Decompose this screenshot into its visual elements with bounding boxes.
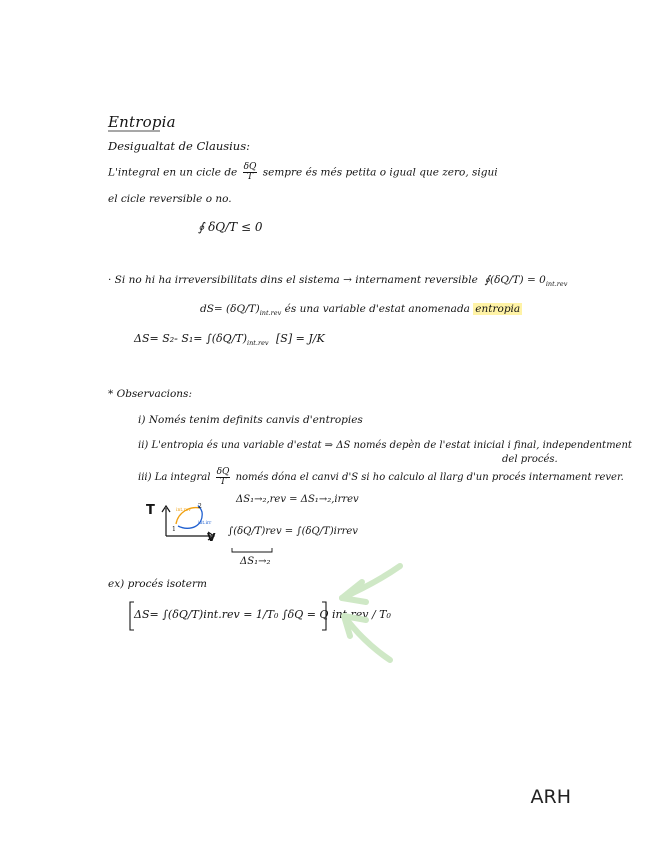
fraction-denominator: T — [247, 172, 254, 182]
diagram-eq-mid: ∫(δQ/T)rev = ∫(δQ/T)irrev — [228, 526, 358, 537]
irrev-cyclic-eq-sub: int.rev — [545, 280, 568, 289]
axis-v-label: V — [207, 531, 216, 544]
irrev-result: internament reversible — [355, 274, 478, 286]
diagram-eq-top: ΔS₁→₂,rev = ΔS₁→₂,irrev — [236, 494, 359, 505]
ds-def-sub: int.rev — [259, 309, 282, 318]
rev-curve-label: int.rev — [176, 508, 191, 513]
author-signature: ARH — [530, 786, 571, 808]
entropy-units: [S] = J/K — [276, 332, 325, 345]
fraction-numerator: δQ — [216, 467, 230, 477]
entropia-highlight: entropia — [475, 303, 521, 315]
clausius-heading: Desigualtat de Clausius: — [108, 139, 250, 153]
observation-1-text: Només tenim definits canvis d'entropies — [148, 414, 363, 426]
observation-3-text-a: La integral — [154, 472, 211, 483]
irrev-cyclic-eq: ∮(δQ/T) = 0 — [484, 274, 546, 286]
ds-def-text: és una variable d'estat anomenada — [284, 303, 470, 315]
diagram-eq-bottom: ΔS₁→₂ — [240, 556, 271, 567]
state-1-label: 1 — [172, 526, 176, 533]
irrev-lead: · Si no hi ha irreversibilitats dins el sistema → — [108, 274, 352, 286]
fraction-denominator: T — [219, 477, 226, 487]
clausius-text-b: sempre és més petita o igual que zero, sigui — [262, 166, 498, 179]
ds-def-eq: dS= (δQ/T) — [200, 303, 260, 315]
state-2-label: 2 — [198, 503, 202, 510]
observacions-header: * Observacions: — [108, 388, 192, 400]
delta-s-eq: ΔS= S₂- S₁= ∫(δQ/T) — [134, 332, 248, 345]
clausius-text-a: L'integral en un cicle de — [108, 166, 238, 179]
clausius-inequality: ∮ δQ/T ≤ 0 — [198, 220, 263, 234]
observation-2-cont: del procés. — [502, 454, 558, 465]
observation-2-num: ii) — [138, 440, 149, 451]
clausius-line-2: el cicle reversible o no. — [108, 193, 232, 205]
axis-t-label: T — [146, 503, 155, 518]
example-formula: ΔS= ∫(δQ/T)int.rev = 1/T₀ ∫δQ = Q int.rev / T₀ — [134, 608, 391, 621]
observation-3-text-b: només dóna el canvi d'S si ho calculo al llarg d'un procés internament rever. — [235, 472, 624, 483]
example-label: ex) procés isoterm — [108, 578, 207, 590]
fraction-numerator: δQ — [243, 162, 257, 172]
observation-1-num: i) — [138, 414, 146, 426]
observation-3-num: iii) — [138, 472, 152, 483]
irr-curve-label: int.irr — [198, 521, 212, 526]
observation-2-text: L'entropia és una variable d'estat ⇒ ΔS només depèn de l'estat inicial i final, independentment — [151, 440, 632, 451]
delta-s-sub: int.rev — [247, 339, 269, 348]
page-title: Entropia — [108, 113, 176, 131]
